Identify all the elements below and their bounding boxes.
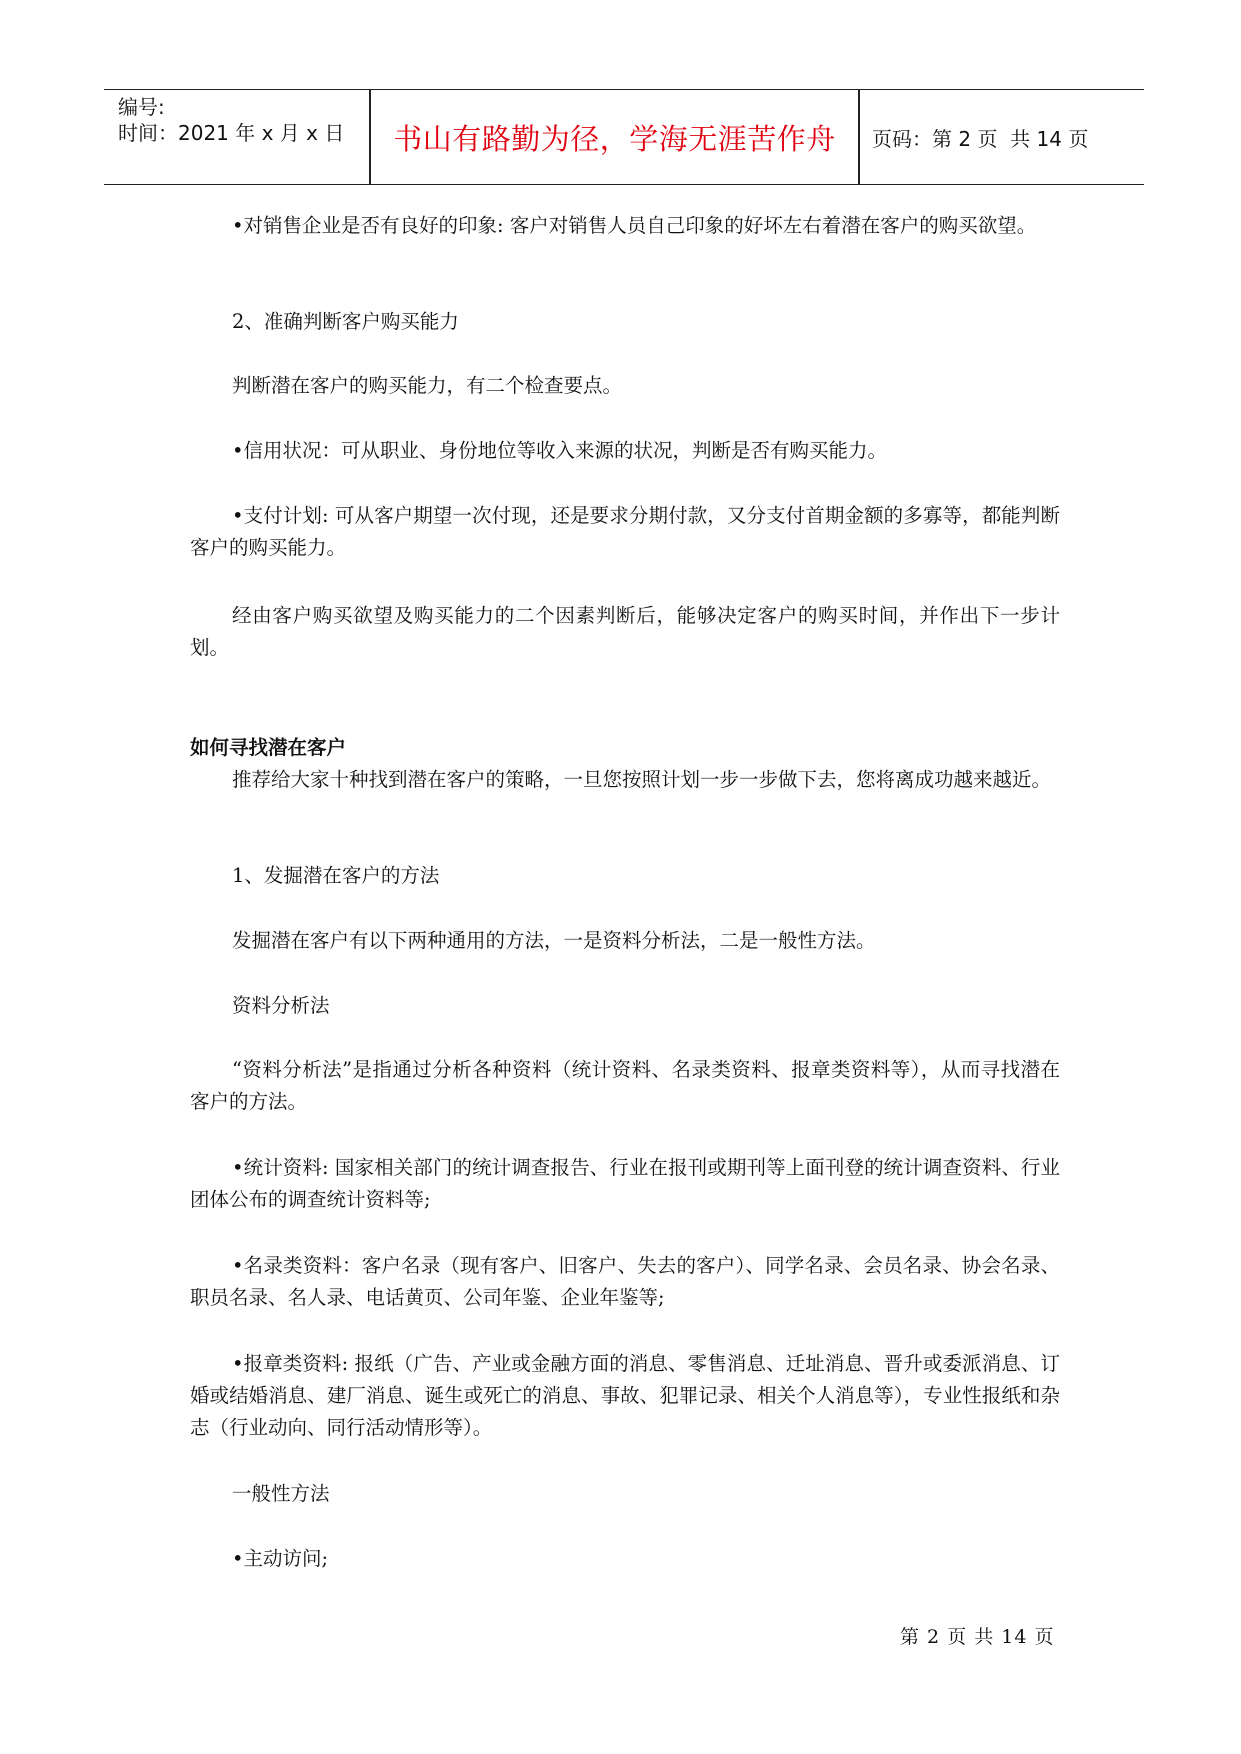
section-subheading: 1、发掘潜在客户的方法: [232, 864, 440, 887]
paragraph: 判断潜在客户的购买能力，有二个检查要点。: [232, 374, 623, 397]
paragraph: •统计资料: 国家相关部门的统计调查报告、行业在报刊或期刊等上面刊登的统计调查资料、行业团体公布的调查统计资料等;: [190, 1156, 1060, 1211]
header-meta: [118, 90, 372, 184]
paragraph: •名录类资料：客户名录（现有客户、旧客户、失去的客户）、同学名录、会员名录、协会名录、职员名录、名人录、电话黄页、公司年鉴、企业年鉴等;: [190, 1254, 1060, 1309]
paragraph: 一般性方法: [232, 1482, 330, 1505]
page-header: [104, 89, 1144, 185]
paragraph: •对销售企业是否有良好的印象: 客户对销售人员自己印象的好坏左右着潜在客户的购买欲望。: [232, 214, 1037, 237]
paragraph: 推荐给大家十种找到潜在客户的策略，一旦您按照计划一步一步做下去，您将离成功越来越近。: [232, 768, 1052, 791]
document-number-label: 编号:: [118, 95, 165, 119]
section-heading: 如何寻找潜在客户: [190, 736, 347, 759]
page-footer: 第 2 页 共 14 页: [900, 1626, 1055, 1648]
document-time-label: 时间：2021 年 x 月 x 日: [118, 121, 345, 145]
header-page-number: 页码：第 2 页 共 14 页: [872, 126, 1089, 151]
paragraph: •支付计划: 可从客户期望一次付现，还是要求分期付款，又分支付首期金额的多寡等，都能判断客户的购买能力。: [190, 504, 1060, 559]
paragraph: •信用状况：可从职业、身份地位等收入来源的状况，判断是否有购买能力。: [232, 439, 888, 462]
section-subheading: 2、准确判断客户购买能力: [232, 310, 459, 333]
paragraph: 发掘潜在客户有以下两种通用的方法，一是资料分析法，二是一般性方法。: [232, 929, 876, 952]
paragraph: 资料分析法: [232, 994, 330, 1017]
header-motto: 书山有路勤为径，学海无涯苦作舟: [393, 121, 836, 156]
paragraph: •主动访问;: [232, 1547, 329, 1570]
paragraph: •报章类资料: 报纸（广告、产业或金融方面的消息、零售消息、迁址消息、晋升或委派消息、订婚或结婚消息、建厂消息、诞生或死亡的消息、事故、犯罪记录、相关个人消息等），专业性报纸和杂志（行业动向、同行活动情形等）。: [190, 1352, 1060, 1439]
header-divider: [858, 90, 860, 184]
paragraph: 经由客户购买欲望及购买能力的二个因素判断后，能够决定客户的购买时间，并作出下一步计划。: [190, 604, 1060, 659]
paragraph: “资料分析法”是指通过分析各种资料（统计资料、名录类资料、报章类资料等），从而寻找潜在客户的方法。: [190, 1058, 1060, 1113]
